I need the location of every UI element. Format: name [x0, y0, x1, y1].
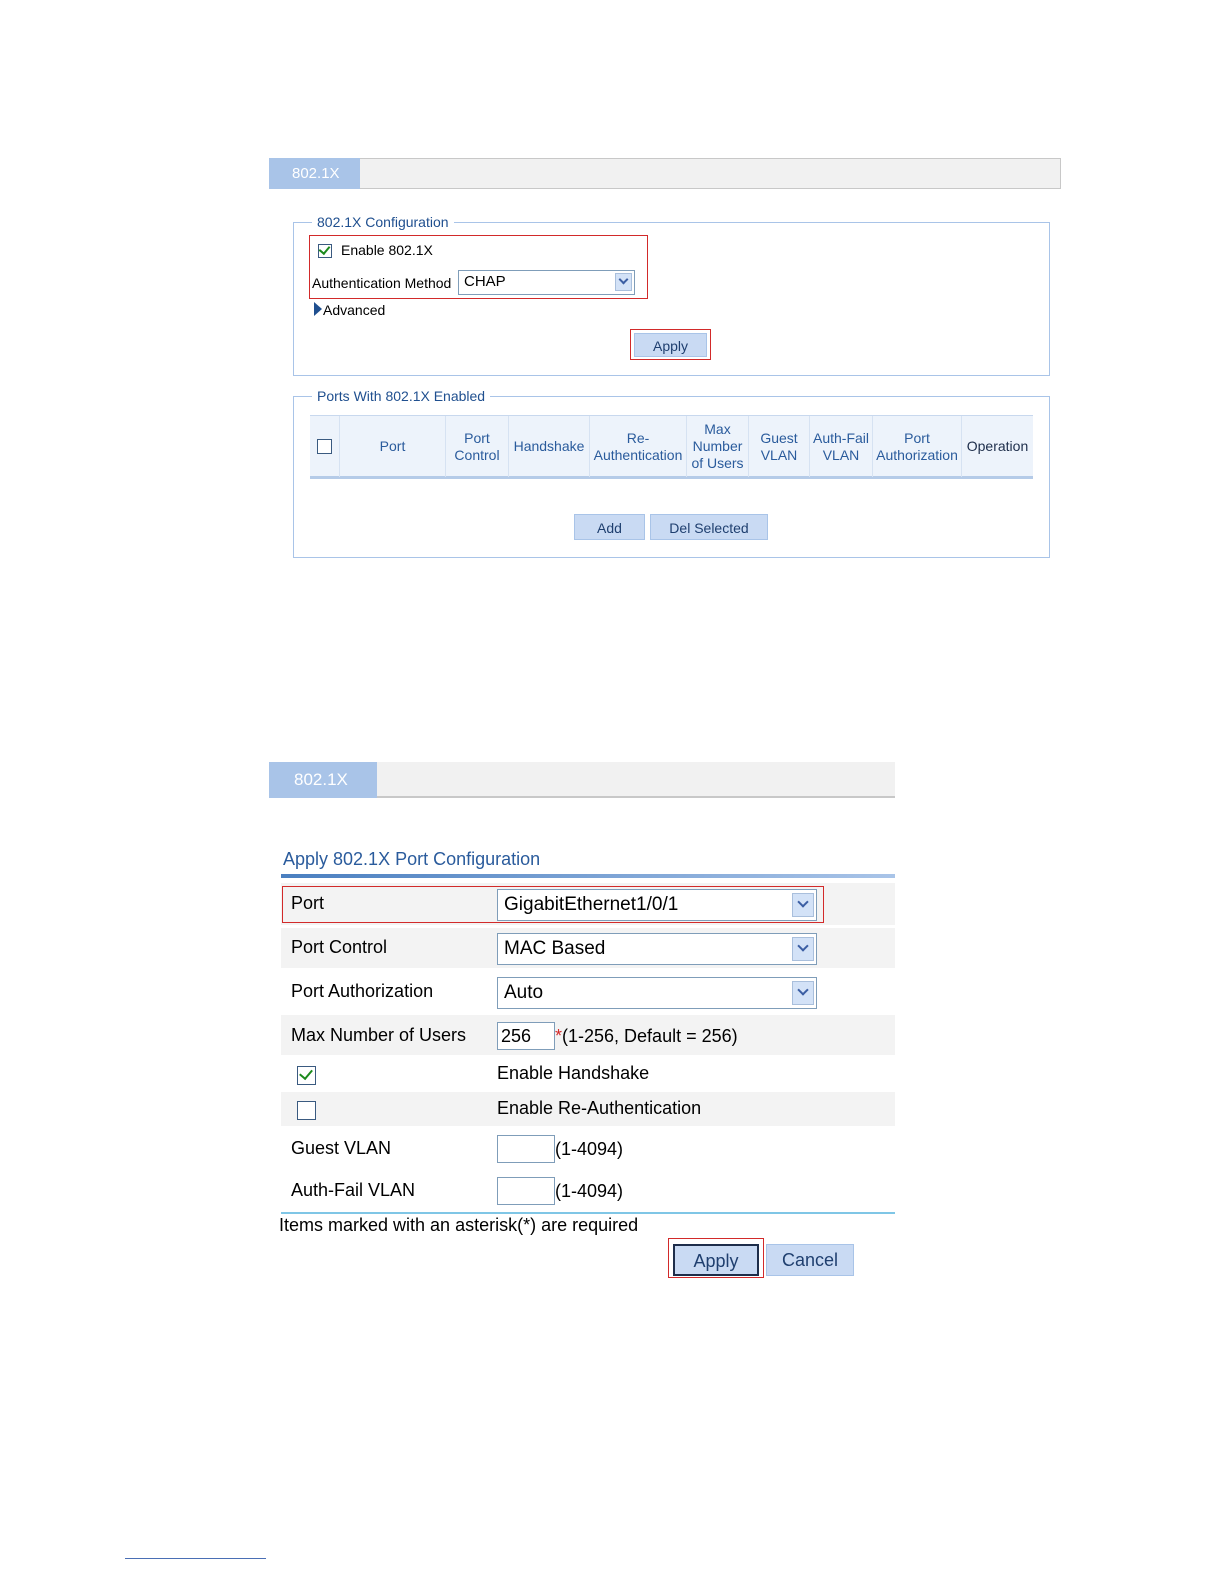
auth-method-value: CHAP [464, 273, 506, 290]
port-select[interactable] [497, 889, 817, 921]
check-icon [299, 1066, 313, 1080]
handshake-label: Enable Handshake [497, 1063, 650, 1083]
tab-802-1x-2[interactable]: 802.1X [269, 762, 377, 798]
check-icon [319, 243, 331, 255]
dropdown-button[interactable] [792, 893, 814, 917]
port-control-label: Port Control [291, 937, 388, 957]
select-all-checkbox[interactable] [317, 439, 332, 454]
handshake-checkbox[interactable] [297, 1066, 316, 1085]
port-control-select[interactable] [497, 933, 817, 965]
tab-802-1x[interactable]: 802.1X [269, 158, 360, 189]
col-max-users-l1: Max [704, 421, 731, 437]
dropdown-button[interactable] [792, 981, 814, 1005]
chevron-down-icon [797, 984, 808, 995]
title-underline [281, 874, 895, 878]
chevron-down-icon [797, 896, 808, 907]
col-authfail-vlan[interactable] [810, 416, 873, 477]
guest-vlan-label: Guest VLAN [291, 1138, 392, 1158]
port-control-value: MAC Based [504, 938, 606, 959]
col-handshake-label: Handshake [513, 438, 585, 454]
col-max-users-l3: of Users [691, 455, 744, 471]
port-auth-label: Port Authorization [291, 981, 434, 1001]
reauth-checkbox[interactable] [297, 1101, 316, 1120]
form-bottom-line [281, 1212, 895, 1214]
add-button[interactable]: Add [574, 514, 645, 540]
ports-legend: Ports With 802.1X Enabled [317, 388, 486, 404]
col-max-users-l2: Number [692, 438, 743, 454]
footnote-separator [125, 1558, 266, 1559]
auth-method-select[interactable] [458, 270, 635, 295]
max-users-input[interactable]: 256 [497, 1022, 555, 1050]
col-port-auth-l2: Authorization [876, 446, 958, 463]
dropdown-button[interactable] [615, 273, 632, 291]
col-port-control[interactable] [446, 416, 509, 477]
dropdown-button[interactable] [792, 937, 814, 961]
guest-vlan-input[interactable] [497, 1135, 555, 1163]
ports-table-header [310, 415, 1033, 479]
max-users-label: Max Number of Users [291, 1025, 467, 1045]
auth-method-label: Authentication Method [312, 275, 452, 291]
col-port-control-l1: Port [464, 429, 490, 446]
col-operation [962, 416, 1033, 477]
authfail-vlan-label: Auth-Fail VLAN [291, 1180, 416, 1200]
config-legend: 802.1X Configuration [317, 214, 449, 230]
max-users-range: (1-256, Default = 256) [562, 1026, 738, 1046]
col-reauth-l1: Re- [626, 429, 650, 446]
col-port-control-l2: Control [454, 446, 500, 463]
col-authfail-vlan-l2: VLAN [822, 446, 860, 463]
chevron-down-icon [797, 940, 808, 951]
col-port-auth-l1: Port [904, 429, 930, 446]
max-users-hint [555, 1026, 738, 1047]
form-title: Apply 802.1X Port Configuration [283, 849, 541, 869]
col-port-authorization[interactable] [873, 416, 962, 477]
cancel-button[interactable]: Cancel [766, 1244, 854, 1276]
required-asterisk: * [555, 1026, 563, 1046]
col-guest-vlan-l2: VLAN [760, 446, 798, 463]
del-selected-button[interactable]: Del Selected [650, 514, 768, 540]
guest-vlan-hint: (1-4094) [555, 1139, 624, 1159]
port-auth-value: Auto [504, 982, 544, 1003]
authfail-vlan-hint: (1-4094) [555, 1181, 624, 1201]
apply-button-1[interactable]: Apply [634, 333, 707, 357]
col-port-label: Port [379, 438, 406, 454]
enable-802-1x-label: Enable 802.1X [341, 242, 433, 258]
required-note: Items marked with an asterisk(*) are required [279, 1215, 639, 1235]
expand-arrow-icon[interactable] [314, 302, 322, 316]
col-authfail-vlan-l1: Auth-Fail [812, 429, 870, 446]
select-all-cell [310, 416, 340, 477]
enable-802-1x-checkbox[interactable] [318, 244, 332, 258]
col-port[interactable] [340, 416, 446, 477]
port-value: GigabitEthernet1/0/1 [504, 894, 679, 915]
reauth-label: Enable Re-Authentication [497, 1098, 702, 1118]
col-handshake[interactable] [509, 416, 590, 477]
apply-button-2[interactable]: Apply [673, 1244, 759, 1276]
chevron-down-icon [619, 275, 629, 285]
col-max-users[interactable] [687, 416, 749, 477]
col-guest-vlan-l1: Guest [760, 429, 798, 446]
col-operation-label: Operation [966, 438, 1029, 454]
tab-bar-1 [269, 158, 1061, 189]
port-auth-select[interactable] [497, 977, 817, 1009]
advanced-link[interactable]: Advanced [323, 302, 386, 318]
col-reauth-l2: Authentication [593, 446, 683, 463]
col-guest-vlan[interactable] [749, 416, 810, 477]
port-label: Port [291, 893, 325, 913]
authfail-vlan-input[interactable] [497, 1177, 555, 1205]
col-reauth[interactable] [590, 416, 687, 477]
